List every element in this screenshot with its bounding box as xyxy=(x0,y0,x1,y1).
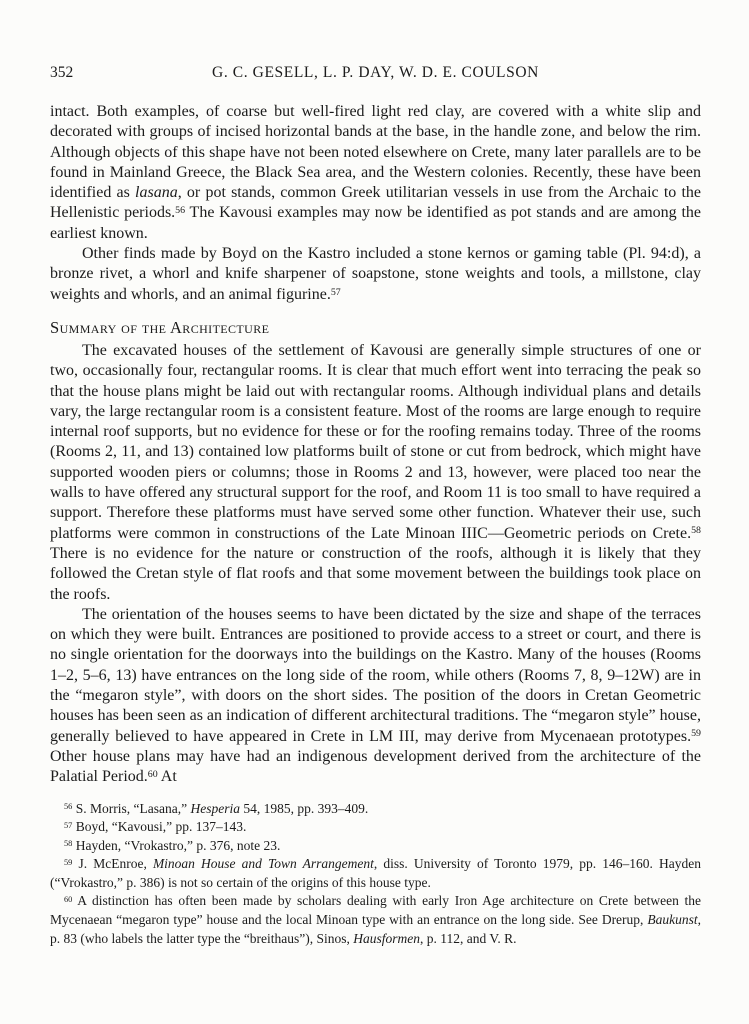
footnote xyxy=(50,837,701,856)
page-header xyxy=(50,64,701,81)
section-heading: Summary of the Architecture xyxy=(50,317,270,337)
text-segment: Hayden, “Vrokastro,” p. 376, note 23. xyxy=(72,837,281,853)
paragraph xyxy=(50,244,701,305)
footnote-ref: 60 xyxy=(147,769,158,781)
text-segment: , or pot stands, common Greek utilitarian vessels in use from the Archaic to the Hellenistic periods. xyxy=(50,184,702,222)
footnote xyxy=(50,855,701,892)
footnote-marker: 56 xyxy=(64,802,73,811)
text-segment: The excavated houses of the settlement of Kavousi are generally simple structures of one or two, occasionally four, rectangular rooms. It is clear that much effort went into terracing the peak so that the house plans might be laid out with rectangular rooms. Although individual plans and details vary, the large rectangular room is a consistent feature. Most of the rooms are large enough to require internal roof supports, but no evidence for these or for the roofing remains today. Three of the rooms (Rooms 2, 11, and 13) contained low platforms built of stone or cut from bedrock, which might have supported wooden piers or columns; those in Rooms 2 and 13, however, were placed too near the walls to have offered any structural support for the roof, and Room 11 is too small to have required a support. Therefore these platforms must have served some other function. Whatever their use, such platforms were common in constructions of the Late Minoan IIIC—Geometric periods on Crete. xyxy=(50,341,701,542)
article-body xyxy=(50,102,701,788)
text-segment: The Kavousi examples may now be identified as pot stands and are among the earliest known. xyxy=(50,204,701,242)
text-segment: A distinction has often been made by scholars dealing with early Iron Age architecture on Crete between the Mycenaean “megaron type” house and the local Minoan type with an entrance on the long side. See Drerup, xyxy=(50,893,701,928)
paragraph-continuation xyxy=(50,102,701,244)
footnote-ref: 59 xyxy=(691,728,701,740)
footnotes xyxy=(50,800,701,949)
text-segment: There is no evidence for the nature or construction of the roofs, although it is likely that they followed the Cretan style of flat roofs and that some movement between the buildings took place on the roofs. xyxy=(50,544,701,603)
text-segment: Other finds made by Boyd on the Kastro included a stone kernos or gaming table (Pl. 94:d), a bronze rivet, a whorl and knife sharpener of soapstone, stone weights and tools, a millstone, clay weights and whorls, and an animal figurine. xyxy=(50,245,701,303)
text-segment-italic: Baukunst xyxy=(647,912,698,928)
text-segment: J. McEnroe, xyxy=(72,856,153,872)
footnote-marker: 57 xyxy=(64,820,73,830)
text-segment: , p. 83 (who labels the latter type the “breithaus”), Sinos, xyxy=(50,912,701,946)
footnote-ref: 56 xyxy=(175,205,186,217)
footnote-marker: 60 xyxy=(64,894,73,904)
footnote-marker: 59 xyxy=(64,857,73,867)
text-segment: At xyxy=(157,768,177,786)
footnote xyxy=(50,818,701,837)
text-segment-italic: Hausformen xyxy=(353,930,421,946)
footnote-marker: 58 xyxy=(64,839,73,849)
text-segment-italic: lasana xyxy=(135,184,178,202)
paragraph xyxy=(50,605,701,788)
text-segment: , p. 112, and V. R. xyxy=(420,930,517,946)
footnote-ref: 58 xyxy=(691,525,701,537)
text-segment: Boyd, “Kavousi,” pp. 137–143. xyxy=(72,819,247,835)
running-head: G. C. GESELL, L. P. DAY, W. D. E. COULSON xyxy=(212,64,539,81)
page-number: 352 xyxy=(50,64,74,81)
text-segment: Other house plans may have had an indigenous development derived from the architecture of the Palatial Period. xyxy=(50,747,701,786)
paragraph xyxy=(50,341,701,605)
footnote xyxy=(50,892,701,948)
footnote-ref: 57 xyxy=(330,286,341,298)
text-segment: S. Morris, “Lasana,” xyxy=(72,800,191,816)
footnote xyxy=(50,800,701,819)
text-segment: 54, 1985, pp. 393–409. xyxy=(239,800,369,816)
text-segment: , diss. University of Toronto 1979, pp. 146–160. Hayden (“Vrokastro,” p. 386) is not so certain of the origins of this house type. xyxy=(50,856,701,890)
text-segment: intact. Both examples, of coarse but well-fired light red clay, are covered with a white slip and decorated with groups of incised horizontal bands at the base, in the handle zone, and below the rim. Although objects of this shape have not been noted elsewhere on Crete, many later parallels are to be found in Mainland Greece, the Black Sea area, and the Western colonies. Recently, these have been identified as xyxy=(50,103,701,202)
text-segment: The orientation of the houses seems to have been dictated by the size and shape of the terraces on which they were built. Entrances are positioned to provide access to a street or court, and there is no single orientation for the doorways into the buildings on the Kastro. Many of the houses (Rooms 1–2, 5–6, 13) have entrances on the long side of the room, while others (Rooms 7, 8, 9–12W) are in the “megaron style”, with doors on the short sides. The position of the doors in Cretan Geometric houses has been seen as an indication of different architectural traditions. The “megaron style” house, generally believed to have appeared in Crete in LM III, may derive from Mycenaean prototypes. xyxy=(50,605,701,745)
text-segment-italic: Hesperia xyxy=(190,800,240,816)
text-segment-italic: Minoan House and Town Arrangement xyxy=(152,856,374,872)
